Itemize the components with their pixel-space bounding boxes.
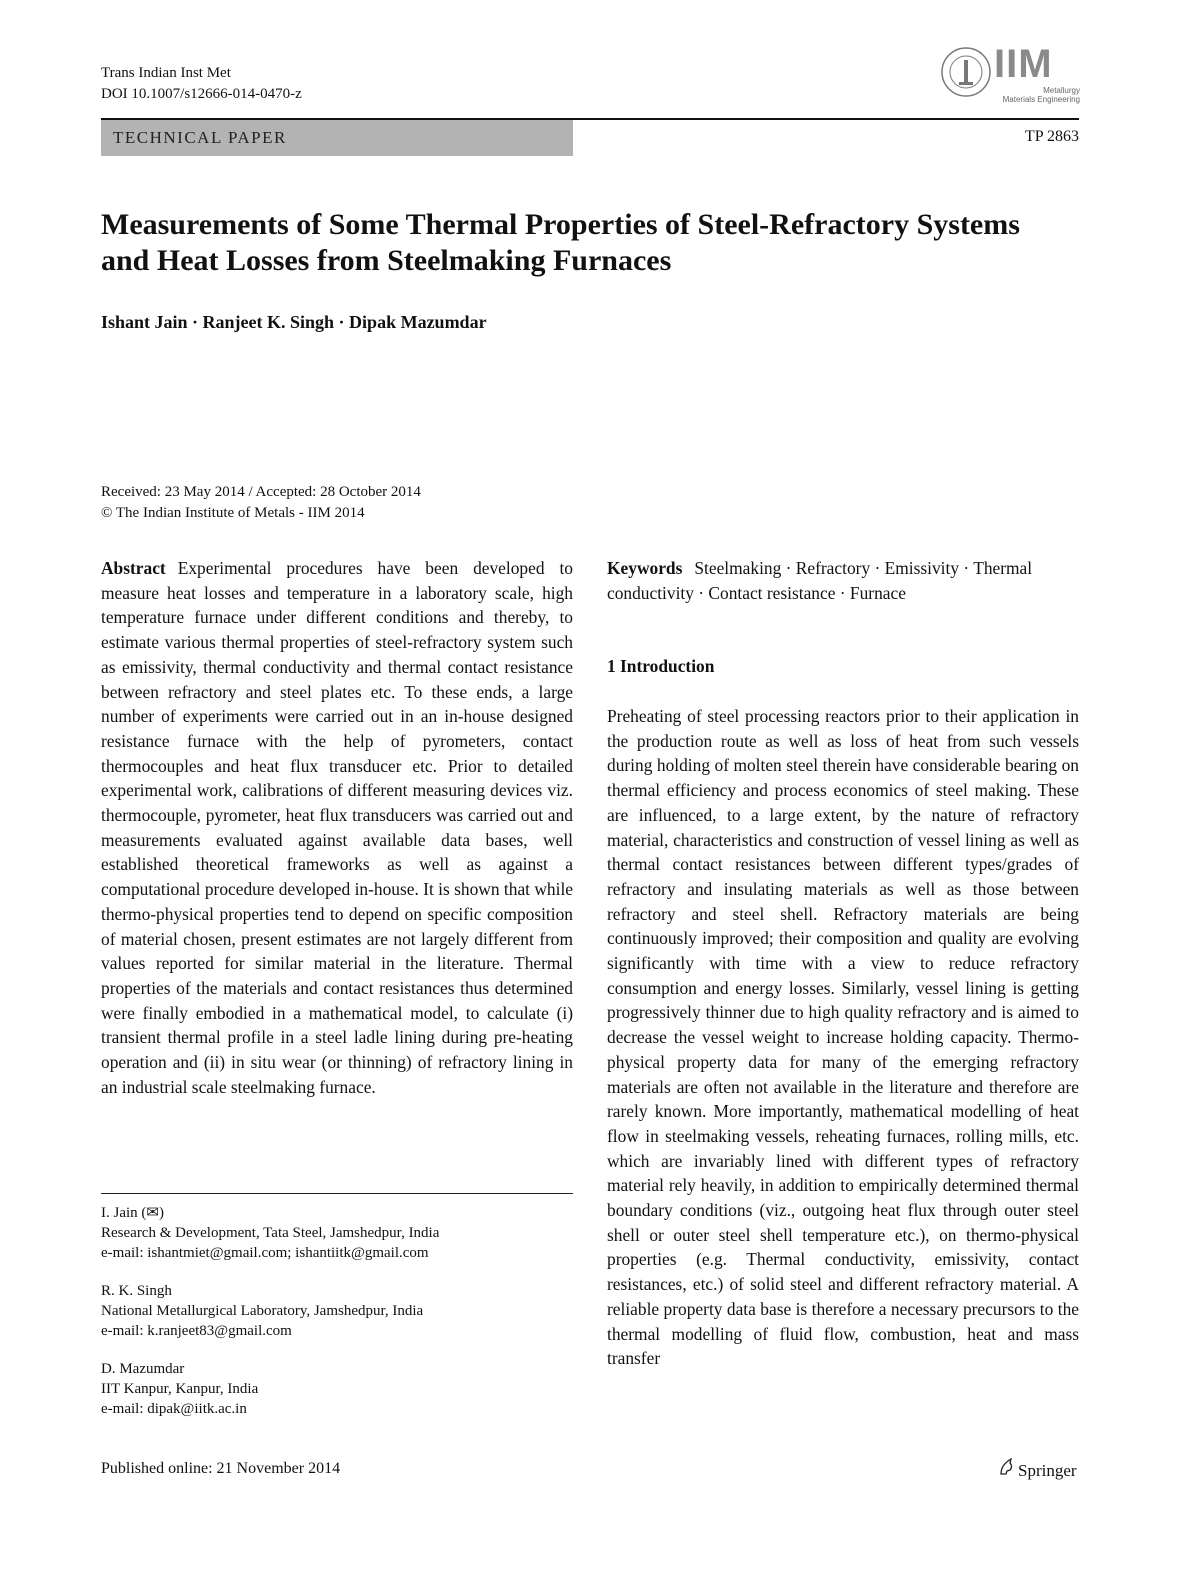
iim-seal-icon [940,46,992,98]
affiliation-name: I. Jain (✉) [101,1205,164,1221]
abstract-text: Experimental procedures have been developed to measure heat losses and temperature in a laboratory scale, high temperature furnace under different conditions and thereby, to estimate various thermal properties of steel-refractory system such as emissivity, thermal conductivity and thermal contact resistance between refractory and steel plates etc. To these ends, a large number of experiments were carried out in an in-house designed resistance furnace with the help of pyrometers, contact thermocouples and heat flux transducer etc. Prior to detailed experimental work, calibrations of different measuring devices viz. thermocouple, pyrometer, heat flux transducers was carried out and measurements evaluated against available data bases, well established theoretical frameworks as well as against a computational procedure developed in-house. It is shown that while thermo-physical properties tend to depend on specific composition of material chosen, present estimates are not largely different from values reported for similar material in the literature. Thermal properties of the materials and contact resistances thus determined were finally embodied in a mathematical model, to calculate (i) transient thermal profile in a steel ladle lining during pre-heating operation and (ii) in situ wear (or thinning) of refractory lining in an industrial scale steelmaking furnace. [101,558,573,1097]
published-date: Published online: 21 November 2014 [101,1460,341,1477]
doi: DOI 10.1007/s12666-014-0470-z [101,86,302,102]
publisher-name: Springer [1018,1461,1077,1480]
footnote-rule [101,1193,573,1194]
affiliation-email[interactable]: e-mail: dipak@iitk.ac.in [101,1401,247,1417]
abstract-label: Abstract [101,558,166,578]
affiliation-org: Research & Development, Tata Steel, Jamshedpur, India [101,1225,440,1241]
iim-logo [940,44,1080,104]
affiliation-email[interactable]: e-mail: ishantmiet@gmail.com; ishantiitk@gmail.com [101,1245,429,1261]
affiliation-name: D. Mazumdar [101,1361,185,1377]
keywords [607,556,1079,605]
paper-number: TP 2863 [1024,128,1079,145]
affiliation-org: National Metallurgical Laboratory, Jamshedpur, India [101,1303,424,1319]
copyright: © The Indian Institute of Metals - IIM 2014 [101,505,365,521]
affiliation-org: IIT Kanpur, Kanpur, India [101,1381,259,1397]
logo-line-2: Materials Engineering [1002,95,1080,104]
introduction-text: Preheating of steel processing reactors prior to their application in the production route as well as loss of heat from such vessels during holding of molten steel therein have considerable bearing on thermal efficiency and process economics of steel making. These are influenced, to a large extent, by the nature of refractory material, characteristics and construction of vessel lining as well as thermal contact resistances between different types/grades of refractory and insulating materials as well as those between refractory and steel shell. Refractory materials are being continuously improved; their composition and quality are evolving significantly with time with a view to reduce refractory consumption and energy losses. Similarly, vessel lining is getting progressively thinner due to high quality refractory and is aimed to decrease the vessel weight to increase holding capacity. Thermo-physical property data for many of the emerging refractory materials are often not available in the literature and therefore are rarely known. More importantly, mathematical modelling of heat flow in steelmaking vessels, reheating furnaces, rolling mills, etc. which are invariably lined with different types of refractory material rely heavily, in addition to empirically determined thermal boundary conditions (viz., outgoing heat flux through outer steel shell or outer steel shell temperature etc.), on thermo-physical properties (e.g. Thermal conductivity, emissivity, contact resistances, etc.) of solid steel and different refractory material. A reliable property data base is therefore a necessary precursors to the thermal modelling of fluid flow, combustion, heat and mass transfer [607,706,1079,1369]
abstract [101,556,573,1099]
affiliation-name: R. K. Singh [101,1283,172,1299]
section-band [101,120,573,156]
affiliation-email[interactable]: e-mail: k.ranjeet83@gmail.com [101,1323,292,1339]
affiliation [101,1203,439,1263]
section-heading: 1 Introduction [607,656,715,676]
keywords-label: Keywords [607,558,683,578]
section-label: TECHNICAL PAPER [113,128,287,147]
paper-title: Measurements of Some Thermal Properties of Steel-Refractory Systems and Heat Losses from Steelmaking Furnaces [101,208,1020,277]
received-date: Received: 23 May 2014 / Accepted: 28 October 2014 [101,484,421,500]
springer-horse-icon [998,1458,1014,1476]
affiliation [101,1359,258,1419]
publisher-mark [998,1458,1077,1481]
authors: Ishant Jain · Ranjeet K. Singh · Dipak Mazumdar [101,312,487,332]
logo-mark: IIM [994,42,1053,86]
affiliation [101,1281,423,1341]
logo-line-1: Metallurgy [1043,86,1080,95]
keywords-text: Steelmaking · Refractory · Emissivity · Thermal conductivity · Contact resistance · Furnace [607,558,1033,603]
journal-header [101,63,302,105]
dates-block [101,482,421,524]
journal-name: Trans Indian Inst Met [101,65,231,81]
